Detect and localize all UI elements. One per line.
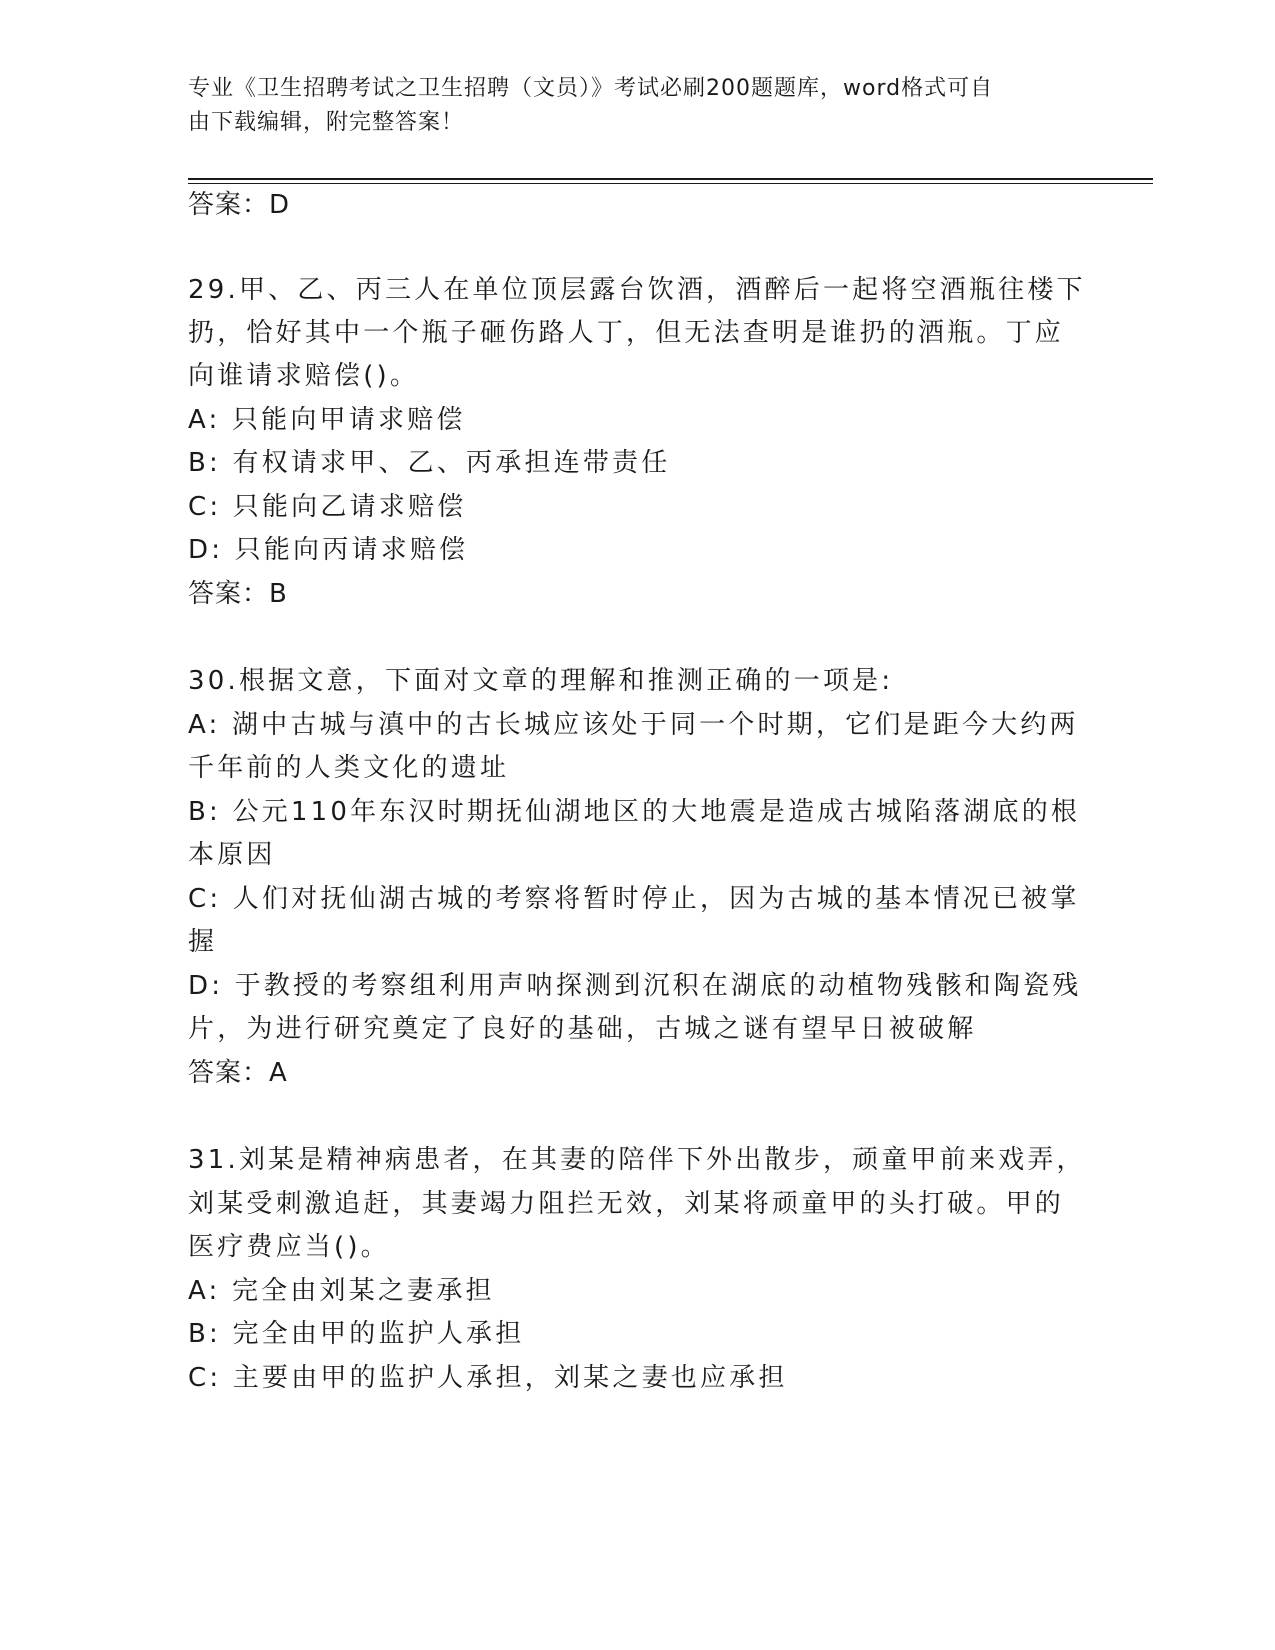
q29-option-c: C: 只能向乙请求赔偿	[188, 492, 467, 522]
q30-option-d-line-1: D: 于教授的考察组利用声呐探测到沉积在湖底的动植物残骸和陶瓷残	[188, 971, 1082, 1001]
q31-stem-line-1: 31.刘某是精神病患者，在其妻的陪伴下外出散步，顽童甲前来戏弄，	[188, 1145, 1086, 1175]
q29-option-a: A: 只能向甲请求赔偿	[188, 405, 466, 435]
q30-option-a-line-2: 千年前的人类文化的遗址	[188, 753, 510, 783]
q30-option-b-line-2: 本原因	[188, 840, 276, 870]
q29-option-d: D: 只能向丙请求赔偿	[188, 535, 469, 565]
header-line-2: 由下载编辑，附完整答案！	[188, 110, 465, 135]
q30-option-d-line-2: 片，为进行研究奠定了良好的基础，古城之谜有望早日被破解	[188, 1014, 977, 1044]
header-divider-thin	[188, 183, 1153, 184]
q29-stem-line-3: 向谁请求赔偿()。	[188, 361, 420, 391]
q31-stem-line-2: 刘某受刺激追赶，其妻竭力阻拦无效，刘某将顽童甲的头打破。甲的	[188, 1189, 1065, 1219]
q30-option-c-line-1: C: 人们对抚仙湖古城的考察将暂时停止，因为古城的基本情况已被掌	[188, 884, 1080, 914]
q31-option-b: B: 完全由甲的监护人承担	[188, 1319, 525, 1349]
q29-answer: 答案：B	[188, 579, 288, 609]
q30-option-a-line-1: A: 湖中古城与滇中的古长城应该处于同一个时期，它们是距今大约两	[188, 710, 1079, 740]
q30-answer: 答案：A	[188, 1058, 288, 1088]
q29-stem-line-1: 29.甲、乙、丙三人在单位顶层露台饮酒，酒醉后一起将空酒瓶往楼下	[188, 275, 1086, 305]
q30-option-b-line-1: B: 公元110年东汉时期抚仙湖地区的大地震是造成古城陷落湖底的根	[188, 797, 1081, 827]
header-line-1: 专业《卫生招聘考试之卫生招聘（文员）》考试必刷200题题库，word格式可自	[188, 76, 994, 101]
q30-option-c-line-2: 握	[188, 927, 218, 957]
q31-option-c: C: 主要由甲的监护人承担，刘某之妻也应承担	[188, 1363, 788, 1393]
q31-stem-line-3: 医疗费应当()。	[188, 1232, 390, 1262]
q29-stem-line-2: 扔，恰好其中一个瓶子砸伤路人丁，但无法查明是谁扔的酒瓶。丁应	[188, 318, 1065, 348]
q31-option-a: A: 完全由刘某之妻承担	[188, 1276, 495, 1306]
header-divider-thick	[188, 178, 1153, 180]
q29-option-b: B: 有权请求甲、乙、丙承担连带责任	[188, 448, 671, 478]
document-header	[188, 72, 1068, 140]
previous-answer: 答案：D	[188, 190, 291, 220]
q30-stem-line-1: 30.根据文意，下面对文章的理解和推测正确的一项是:	[188, 666, 894, 696]
